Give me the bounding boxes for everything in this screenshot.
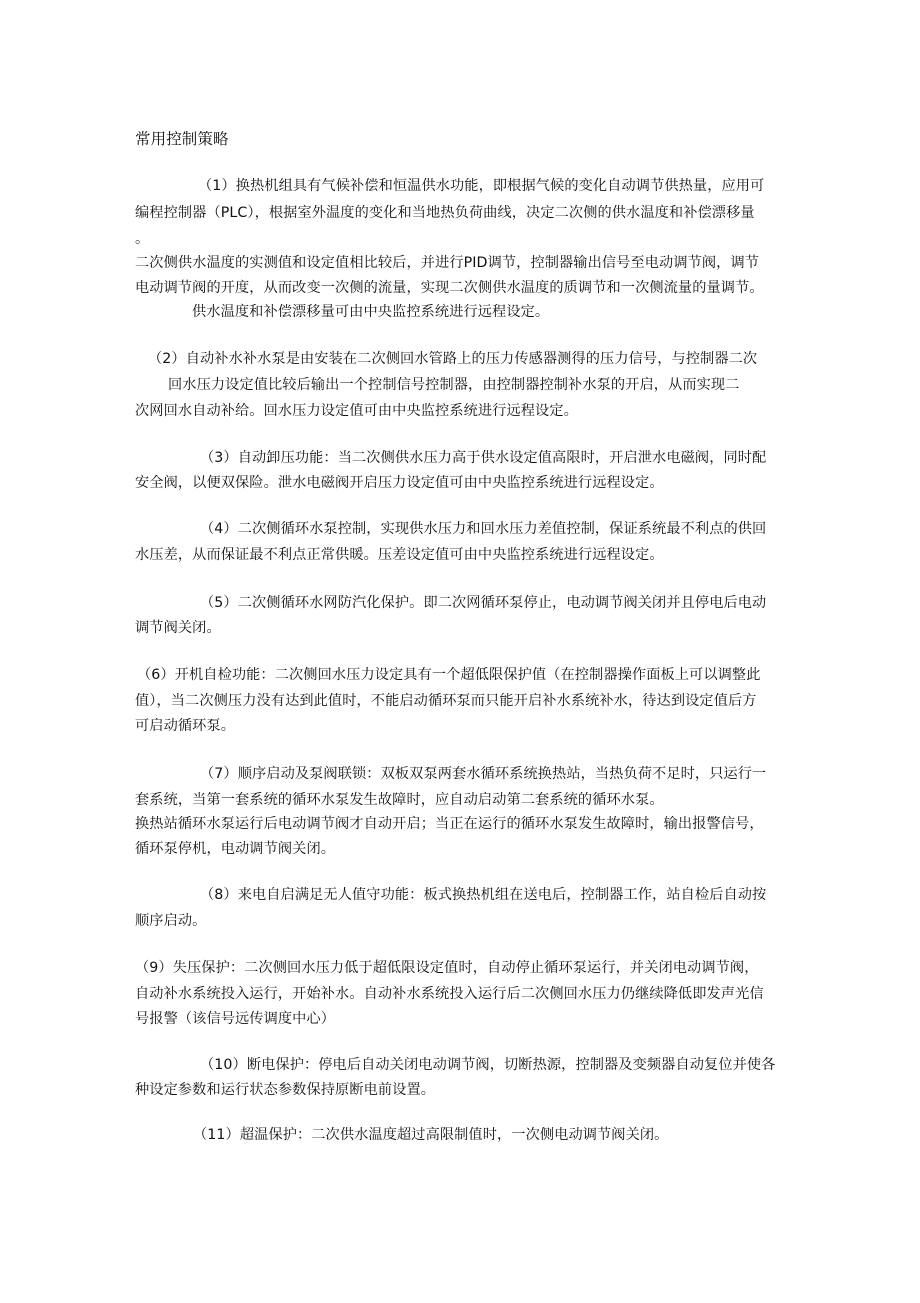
paragraph-7-line-1: （7）顺序启动及泵阀联锁：双板双泵两套水循环系统换热站，当热负荷不足时，只运行一 <box>200 766 767 782</box>
paragraph-4-line-2: 水压差，从而保证最不利点正常供暖。压差设定值可由中央监控系统进行远程设定。 <box>135 547 664 563</box>
paragraph-6-line-1: （6）开机自检功能：二次侧回水压力设定具有一个超低限保护值（在控制器操作面板上可以调整此 <box>137 667 761 683</box>
paragraph-9-line-2: 自动补水系统投入运行，开始补水。自动补水系统投入运行后二次侧回水压力仍继续降低即发声光信 <box>135 986 764 1002</box>
paragraph-2-line-3: 次网回水自动补给。回水压力设定值可由中央监控系统进行远程设定。 <box>135 403 578 419</box>
paragraph-1-line-5: 电动调节阀的开度，从而改变一次侧的流量，实现二次侧供水温度的质调节和一次侧流量的量调节。 <box>135 280 764 296</box>
document-title: 常用控制策略 <box>135 130 229 148</box>
paragraph-9-line-1: （9）失压保护：二次侧回水压力低于超低限设定值时，自动停止循环泵运行，并关闭电动调节阀， <box>135 960 759 976</box>
paragraph-1-line-4: 二次侧供水温度的实测值和设定值相比较后，并进行PID调节，控制器输出信号至电动调节阀，调节 <box>135 255 760 271</box>
paragraph-10-line-2: 种设定参数和运行状态参数保持原断电前设置。 <box>135 1082 436 1098</box>
paragraph-10-line-1: （10）断电保护：停电后自动关闭电动调节阀，切断热源，控制器及变频器自动复位并使各 <box>200 1057 776 1073</box>
paragraph-2-line-1: （2）自动补水补水泵是由安装在二次侧回水管路上的压力传感器测得的压力信号，与控制器二次 <box>148 351 758 367</box>
paragraph-1-line-6: 供水温度和补偿漂移量可由中央监控系统进行远程设定。 <box>192 304 550 320</box>
paragraph-11-line-1: （11）超温保护：二次供水温度超过高限制值时，一次侧电动调节阀关闭。 <box>193 1127 669 1143</box>
paragraph-1-line-1: （1）换热机组具有气候补偿和恒温供水功能，即根据气候的变化自动调节供热量，应用可 <box>198 178 765 194</box>
paragraph-7-line-4: 循环泵停机，电动调节阀关闭。 <box>135 841 336 857</box>
paragraph-8-line-1: （8）来电自启满足无人值守功能：板式换热机组在送电后，控制器工作，站自检后自动按 <box>200 887 767 903</box>
paragraph-5-line-1: （5）二次侧循环水网防汽化保护。即二次网循环泵停止，电动调节阀关闭并且停电后电动 <box>200 595 767 611</box>
paragraph-3-line-1: （3）自动卸压功能：当二次侧供水压力高于供水设定值高限时，开启泄水电磁阀，同时配 <box>200 450 767 466</box>
paragraph-7-line-2: 套系统，当第一套系统的循环水泵发生故障时，应自动启动第二套系统的循环水泵。 <box>135 792 664 808</box>
paragraph-1-line-2: 编程控制器（PLC），根据室外温度的变化和当地热负荷曲线，决定二次侧的供水温度和补偿漂移量 <box>135 205 755 221</box>
paragraph-6-line-3: 可启动循环泵。 <box>135 718 236 734</box>
paragraph-8-line-2: 顺序启动。 <box>135 913 207 929</box>
paragraph-6-line-2: 值），当二次侧压力没有达到此值时，不能启动循环泵而只能开启补水系统补水，待达到设定值后方 <box>135 693 757 709</box>
paragraph-3-line-2: 安全阀，以便双保险。泄水电磁阀开启压力设定值可由中央监控系统进行远程设定。 <box>135 475 664 491</box>
paragraph-5-line-2: 调节阀关闭。 <box>135 620 221 636</box>
paragraph-1-line-3: 。 <box>135 231 150 247</box>
paragraph-4-line-1: （4）二次侧循环水泵控制，实现供水压力和回水压力差值控制，保证系统最不利点的供回 <box>200 521 767 537</box>
paragraph-2-line-2: 回水压力设定值比较后输出一个控制信号控制器，由控制器控制补水泵的开启，从而实现二 <box>168 377 740 393</box>
paragraph-9-line-3: 号报警（该信号远传调度中心） <box>135 1011 336 1027</box>
paragraph-7-line-3: 换热站循环水泵运行后电动调节阀才自动开启；当正在运行的循环水泵发生故障时，输出报警信号， <box>135 816 764 832</box>
